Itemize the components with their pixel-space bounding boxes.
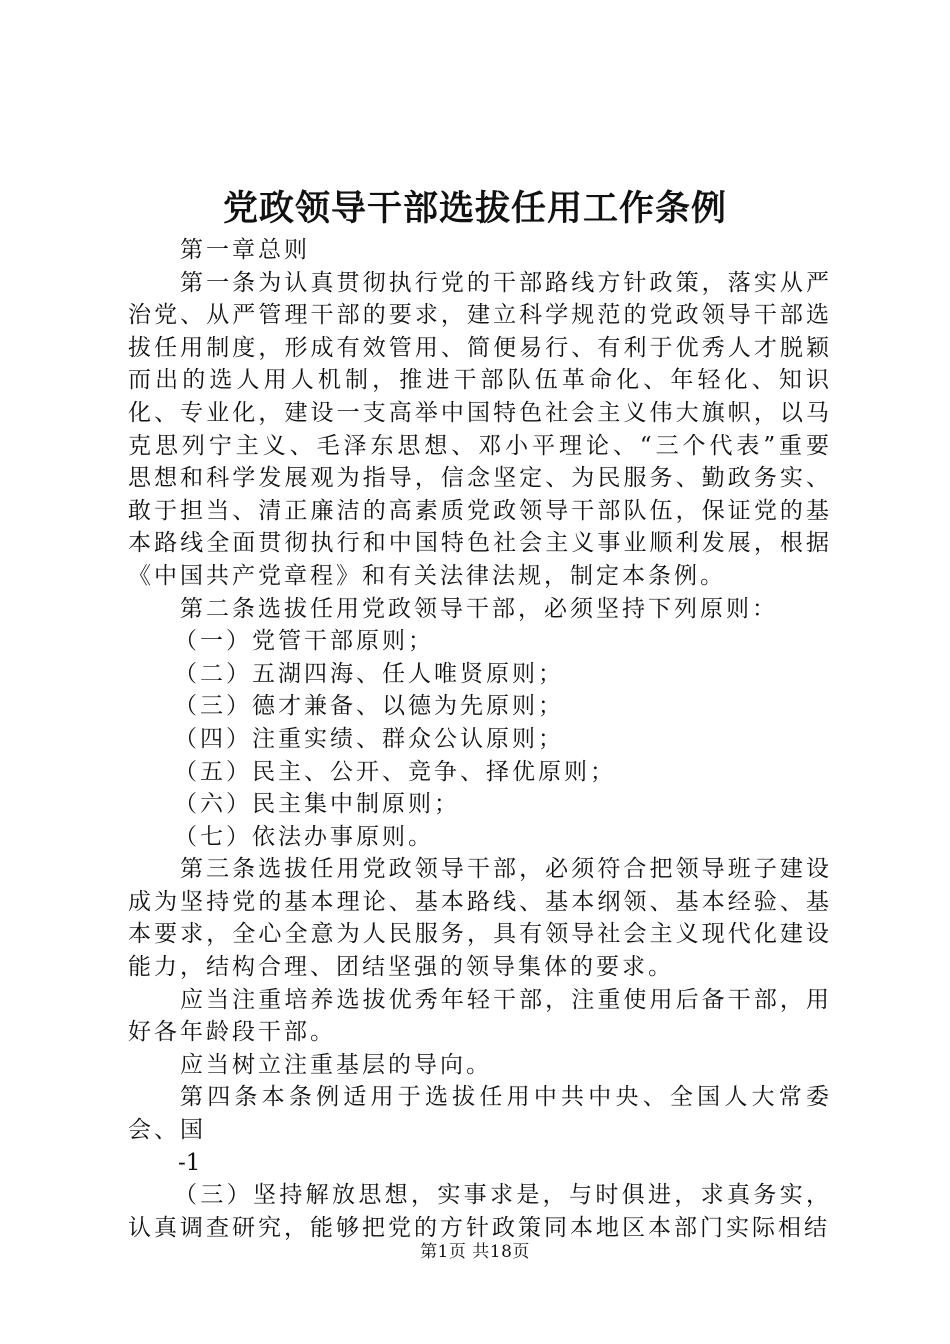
article-4: 第四条本条例适用于选拔任用中共中央、全国人大常委会、国 [128,1084,832,1144]
requirement-item: （三）坚持解放思想，实事求是，与时俱进，求真务实，认真调查研究，能够把党的方针政策同本地区本部门实际相结 [128,1182,832,1241]
page-break-marker: -1 [178,1149,201,1176]
article-3: 第三条选拔任用党政领导干部，必须符合把领导班子建设成为坚持党的基本理论、基本路线、基本纲领、基本经验、基本要求，全心全意为人民服务，具有领导社会主义现代化建设能力，结构合理、团结坚强的领导集体的要求。 [128,856,832,981]
article-3-clause: 应当树立注重基层的导向。 [180,1051,492,1078]
principle-item: （四）注重实绩、群众公认原则； [174,725,564,752]
principle-item: （七）依法办事原则。 [174,823,434,850]
document-body [128,234,832,1244]
principle-item: （五）民主、公开、竞争、择优原则； [174,758,616,785]
chapter-heading: 第一章总则 [180,237,310,263]
page-footer: 第1页 共18页 [420,1242,530,1262]
principle-item: （一）党管干部原则； [174,628,434,655]
article-1: 第一条为认真贯彻执行党的干部路线方针政策，落实从严治党、从严管理干部的要求，建立科学规范的党政领导干部选拔任用制度，形成有效管用、简便易行、有利于优秀人才脱颖而出的选人用人机制，推进干部队伍革命化、年轻化、知识化、专业化，建设一支高举中国特色社会主义伟大旗帜，以马克思列宁主义、毛泽东思想、邓小平理论、“三个代表”重要思想和科学发展观为指导，信念坚定、为民服务、勤政务实、敢于担当、清正廉洁的高素质党政领导干部队伍，保证党的基本路线全面贯彻执行和中国特色社会主义事业顺利发展，根据《中国共产党章程》和有关法律法规，制定本条例。 [128,269,832,589]
article-2: 第二条选拔任用党政领导干部，必须坚持下列原则： [180,595,778,622]
principle-item: （六）民主集中制原则； [174,791,460,818]
principle-item: （三）德才兼备、以德为先原则； [174,693,564,720]
article-3-clause: 应当注重培养选拔优秀年轻干部，注重使用后备干部，用好各年龄段干部。 [128,986,832,1046]
principle-item: （二）五湖四海、任人唯贤原则； [174,660,564,687]
document-title: 党政领导干部选拔任用工作条例 [222,188,727,229]
